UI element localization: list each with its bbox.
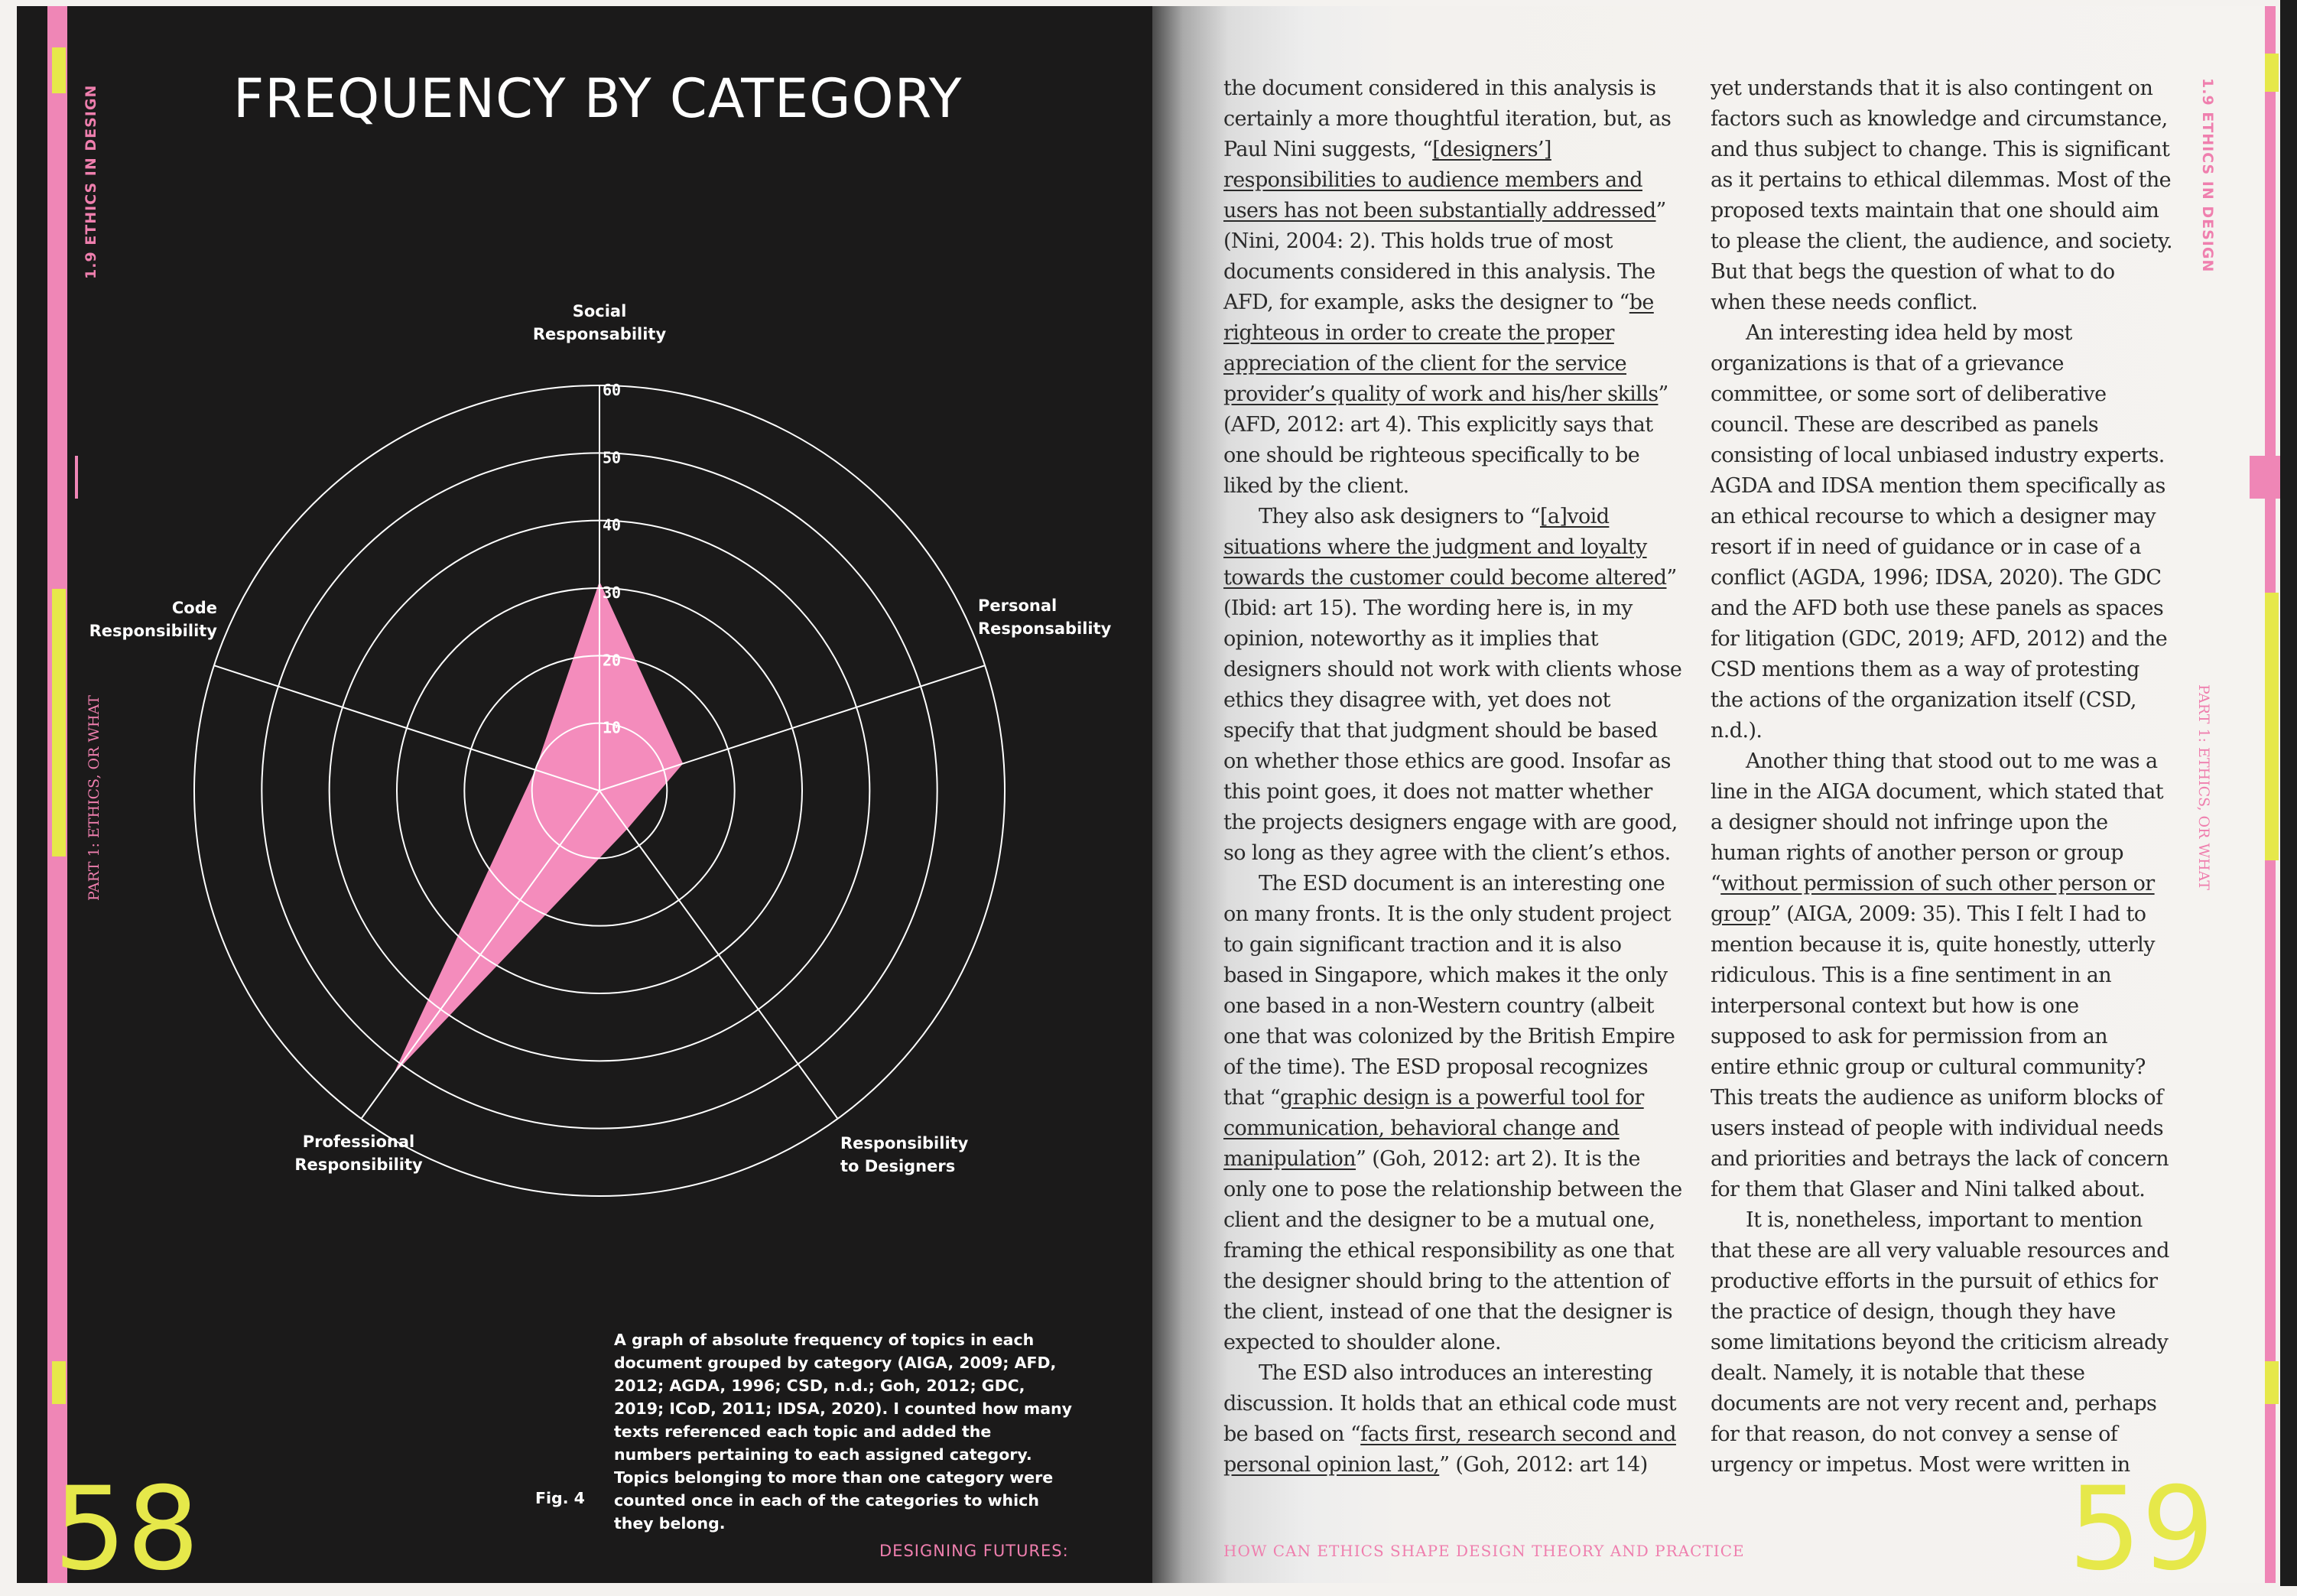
text-run: The ESD document is an interesting one on many fronts. It is the only student project to gain significant traction and it is also based in Singapore, which makes it the only one based in a non-Western country (albeit one that was colonized by the British Empire of the time). The ESD proposal recognizes that “: [1223, 872, 1675, 1110]
tick-label: 10: [603, 718, 622, 737]
axis-label: Responsibility: [89, 622, 217, 640]
quote-underlined: be righteous in order to create the proper appreciation of the client for the service provider’s quality of work and his/her skills: [1223, 291, 1659, 406]
axis-label: Responsability: [978, 619, 1112, 638]
edge-tab-yellow: [52, 1361, 66, 1404]
text-run: ” (Nini, 2004: 2). This holds true of most documents considered in this analysis. The AFD, for example, asks the designer to “: [1223, 199, 1666, 314]
text-run: Another thing that stood out to me was a line in the AIGA document, which stated that a designer should not infringe upon the human rights of another person or group “: [1711, 749, 2163, 896]
quote-underlined: without permission of such other person or group: [1711, 872, 2155, 926]
tick-label: 20: [603, 651, 622, 670]
quote-underlined: [designers’] responsibilities to audience members and users has not been substantially addressed: [1223, 138, 1656, 223]
axis-label: Responsibility: [840, 1134, 969, 1152]
quote-underlined: graphic design is a powerful tool for communication, behavioral change and manipulation: [1223, 1086, 1644, 1171]
axis-label: to Designers: [840, 1157, 956, 1175]
text-run: The ESD also introduces an interesting discussion. It holds that an ethical code must be based on “: [1223, 1361, 1676, 1446]
paragraph: [1223, 502, 1682, 869]
axis-spoke: [361, 791, 599, 1119]
text-run: They also ask designers to “: [1259, 505, 1540, 528]
paragraph: [1711, 318, 2173, 746]
footer-right: HOW CAN ETHICS SHAPE DESIGN THEORY AND PRACTICE: [1223, 1542, 1745, 1560]
quote-underlined: [a]void situations where the judgment and loyalty towards the customer could become altered: [1223, 505, 1667, 590]
section-label-right: 1.9 ETHICS IN DESIGN: [2199, 78, 2216, 273]
page-number-left: 58: [54, 1463, 200, 1596]
axis-label: Professional: [302, 1133, 415, 1151]
text-run: ” (AFD, 2012: art 4). This explicitly says that one should be righteous specifically to be liked by the client.: [1223, 382, 1668, 498]
text-run: ” (Goh, 2012: art 2). It is the only one to pose the relationship between the client and the designer to be a mutual one, framing the ethical responsibility as one that the designer should bring to the attention of the client, instead of one that the designer is expected to shoulder alone.: [1223, 1147, 1682, 1354]
text-column-2: [1711, 73, 2173, 1481]
section-label-left: 1.9 ETHICS IN DESIGN: [83, 84, 99, 279]
edge-tab-pink: [2250, 456, 2280, 499]
chart-title: FREQUENCY BY CATEGORY: [233, 67, 963, 130]
text-run: ” (AIGA, 2009: 35). This I felt I had to mention because it is, quite honestly, utterly ridiculous. This is a fine sentiment in an interpersonal context but how is one supposed to ask for permission from an entire ethnic group or cultural community? This treats the audience as uniform blocks of users instead of people with individual needs and priorities and betrays the lack of concern for them that Glaser and Nini talked about.: [1711, 902, 2169, 1201]
paragraph: [1223, 1358, 1682, 1481]
edge-tab-yellow: [2265, 1361, 2279, 1404]
text-run: ” (Goh, 2012: art 14): [1439, 1453, 1648, 1477]
axis-label: Code: [171, 599, 217, 617]
paragraph: [1711, 1205, 2173, 1481]
text-run: It is, nonetheless, important to mention that these are all very valuable resources and productive efforts in the pursuit of ethics for the practice of design, though they have some limitations beyond the criticism already dealt. Namely, it is notable that these documents are not very recent and, perhaps for that reason, do not convey a sense of urgency or impetus. Most were written in: [1711, 1208, 2169, 1477]
edge-tab-yellow: [2265, 593, 2279, 860]
tick-label: 50: [603, 448, 622, 467]
tick-label: 60: [603, 381, 622, 399]
paragraph: [1711, 746, 2173, 1205]
axis-label: Responsibility: [294, 1156, 423, 1174]
text-run: the document considered in this analysis is certainly a more thoughtful iteration, but, as Paul Nini suggests, “: [1223, 76, 1672, 161]
text-run: yet understands that it is also contingent on factors such as knowledge and circumstance, and thus subject to change. This is significant as it pertains to ethical dilemmas. Most of the proposed texts maintain that one should aim to please the client, the audience, and society. But that begs the question of what to do when these needs conflict.: [1711, 76, 2173, 314]
paragraph: [1223, 869, 1682, 1358]
text-column-1: [1223, 73, 1682, 1481]
data-series-polygon: [393, 581, 683, 1074]
axis-label: Responsability: [532, 325, 667, 343]
axis-spoke: [599, 791, 838, 1119]
part-label-left: PART 1: ETHICS, OR WHAT: [86, 695, 102, 901]
edge-tab-yellow: [2265, 54, 2279, 92]
footer-left: DESIGNING FUTURES:: [879, 1542, 1069, 1560]
tick-label: 30: [603, 583, 622, 602]
radar-chart: [17, 6, 1152, 1306]
part-label-right: PART 1: ETHICS, OR WHAT: [2195, 684, 2212, 890]
right-edge: [2280, 0, 2297, 1586]
axis-label: Social: [572, 302, 627, 320]
figure-caption: A graph of absolute frequency of topics in each document grouped by category (AIGA, 2009; AFD, 2012; AGDA, 1996; CSD, n.d.; Goh, 2012; GDC, 2019; ICoD, 2011; IDSA, 2020). I counted how many texts referenced each topic and added the numbers pertaining to each assigned category. Topics belonging to more than one category were counted once in each of the categories to which they belong.: [614, 1331, 1073, 1533]
tick-label: 40: [603, 515, 622, 535]
paragraph: [1223, 73, 1682, 502]
axis-spoke: [214, 665, 599, 791]
text-run: An interesting idea held by most organizations is that of a grievance committee, or some sort of deliberative council. These are described as panels consisting of local unbiased industry experts. AGDA and IDSA mention them specifically as an ethical recourse to which a designer may resort if in need of guidance or in case of a conflict (AGDA, 1996; IDSA, 2020). The GDC and the AFD both use these panels as spaces for litigation (GDC, 2019; AFD, 2012) and the CSD mentions them as a way of protesting the actions of the organization itself (CSD, n.d.).: [1711, 321, 2168, 743]
paragraph: [1711, 73, 2173, 318]
figure-label: Fig. 4: [535, 1489, 585, 1507]
page-number-right: 59: [2068, 1463, 2214, 1596]
text-run: ” (Ibid: art 15). The wording here is, in my opinion, noteworthy as it implies that designers should not work with clients whose ethics they disagree with, yet does not specify that that judgment should be based on whether those ethics are good. Insofar as this point goes, it does not matter whether the projects designers engage with are good, so long as they agree with the client’s ethos.: [1223, 566, 1682, 865]
quote-underlined: facts first, research second and personal opinion last,: [1223, 1422, 1676, 1477]
axis-label: Personal: [978, 596, 1058, 615]
